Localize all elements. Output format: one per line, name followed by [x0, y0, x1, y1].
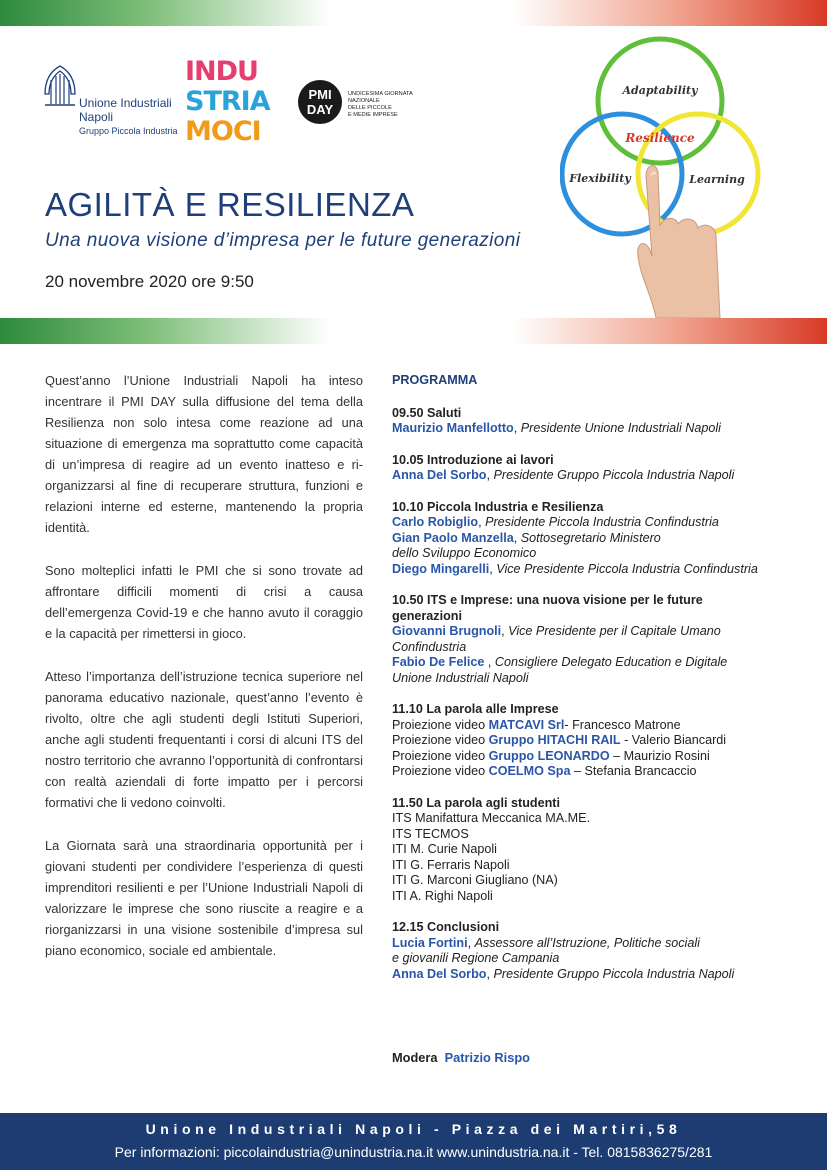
moderator-label: Modera: [392, 1050, 438, 1065]
uin-emblem-icon: [39, 64, 81, 108]
company-speaker: – Maurizio Rosini: [609, 748, 710, 763]
speaker-name: Gian Paolo Manzella: [392, 530, 514, 545]
pmi-badge-line1: PMI: [308, 87, 332, 102]
speaker-role: Presidente Gruppo Piccola Industria Napoli: [493, 966, 735, 981]
diagram-label-resilience: Resilience: [625, 131, 695, 145]
session-title-cont: generazioni: [392, 608, 462, 623]
session-its-imprese: 10.50 ITS e Imprese: una nuova visione per le future generazioni Giovanni Brugnoli, Vice Presidente per il Capitale Umano Confindustria Fabio De Felice , Consigliere Delegato Education e Digitale Unione Industriali Napoli: [392, 593, 812, 686]
company-speaker: – Stefania Brancaccio: [570, 764, 697, 778]
session-title: 10.10 Piccola Industria e Resilienza: [392, 499, 604, 514]
speaker-role: Presidente Piccola Industria Confindustria: [485, 515, 719, 529]
logo-industriamoci: [185, 57, 275, 157]
pmi-caption3: DELLE PICCOLE: [348, 105, 392, 111]
speaker-role: Vice Presidente Piccola Industria Confindustria: [496, 561, 758, 576]
footer: [0, 1113, 827, 1170]
speaker-name: Diego Mingarelli: [392, 561, 490, 576]
school-item: ITI M. Curie Napoli: [392, 842, 497, 856]
company-name: Gruppo LEONARDO: [488, 748, 610, 763]
industriamoci-row1: INDU: [185, 56, 258, 87]
video-prefix: Proiezione video: [392, 733, 486, 747]
speaker-name: Carlo Robiglio: [392, 515, 479, 529]
speaker-role: Unione Industriali Napoli: [392, 670, 529, 685]
speaker-role: e giovanili Regione Campania: [392, 951, 560, 965]
uin-line2: Napoli: [79, 110, 114, 124]
video-prefix: Proiezione video: [392, 717, 486, 732]
footer-contacts: Per informazioni: piccolaindustria@unindustria.na.it www.unindustria.na.it - Tel. 0815836275/281: [114, 1144, 713, 1160]
session-conclusioni: 12.15 Conclusioni Lucia Fortini, Assessore all’Istruzione, Politiche sociali e giovanili Regione Campania Anna Del Sorbo, Presidente Gruppo Piccola Industria Napoli: [392, 920, 812, 982]
session-imprese: [392, 702, 812, 780]
page-subtitle: Una nuova visione d’impresa per le future generazioni: [45, 230, 521, 251]
school-item: ITI A. Righi Napoli: [392, 888, 493, 903]
video-prefix: Proiezione video: [392, 748, 486, 763]
footer-address: Unione Industriali Napoli - Piazza dei Martiri,58: [145, 1121, 682, 1137]
pmi-day-badge: [298, 80, 342, 124]
session-title: 10.50 ITS e Imprese: una nuova visione per le future: [392, 593, 703, 607]
intro-paragraph: Quest’anno l’Unione Industriali Napoli ha inteso incentrare il PMI DAY sulla diffusione del tema della Resilienza non solo intesa come reazione ad una situazione di emergenza ma soprattutto come capacità di un’impresa di reagire ad un evento inatteso e ri-organizzarsi al fine di recuperare struttura, funzioni e relazioni interne ed esterne, mantenendo la propria identità.: [45, 373, 363, 535]
speaker-name: Anna Del Sorbo: [392, 966, 487, 981]
speaker-role: Sottosegretario Ministero: [520, 530, 661, 545]
company-name: COELMO Spa: [488, 764, 571, 778]
speaker-name: Giovanni Brugnoli: [392, 624, 502, 638]
diagram-label-flexibility: Flexibility: [569, 172, 631, 185]
video-prefix: Proiezione video: [392, 764, 486, 778]
event-date: 20 novembre 2020 ore 9:50: [45, 272, 254, 291]
pmi-caption1: UNDICESIMA GIORNATA: [348, 91, 413, 97]
company-name: MATCAVI Srl: [488, 717, 565, 732]
diagram-label-learning: Learning: [689, 173, 745, 186]
speaker-role: Presidente Unione Industriali Napoli: [520, 421, 721, 435]
logo-unione-industriali: [37, 64, 187, 144]
speaker-role: Assessore all’Istruzione, Politiche sociali: [474, 935, 700, 950]
pmi-caption4: E MEDIE IMPRESE: [348, 112, 398, 118]
speaker-name: Maurizio Manfellotto: [392, 421, 514, 435]
speaker-name: Anna Del Sorbo: [392, 468, 487, 482]
school-item: ITS TECMOS: [392, 826, 469, 841]
logo-pmi-day: [298, 80, 438, 130]
moderator-name: Patrizio Rispo: [444, 1050, 530, 1065]
speaker-role: Vice Presidente per il Capitale Umano: [508, 624, 721, 638]
session-introduzione: 10.05 Introduzione ai lavori Anna Del Sorbo, Presidente Gruppo Piccola Industria Napoli: [392, 453, 812, 484]
uin-line3: Gruppo Piccola Industria: [79, 126, 178, 136]
session-title: 10.05 Introduzione ai lavori: [392, 452, 554, 467]
speaker-name: Lucia Fortini: [392, 935, 468, 950]
page-title: AGILITÀ E RESILIENZA: [45, 186, 415, 223]
session-saluti: 09.50 Saluti Maurizio Manfellotto, Presidente Unione Industriali Napoli: [392, 406, 812, 437]
tricolor-band-top: [0, 0, 827, 26]
programma-heading: PROGRAMMA: [392, 373, 478, 387]
speaker-name: Fabio De Felice: [392, 655, 485, 669]
session-title: 09.50 Saluti: [392, 405, 462, 420]
session-resilienza: 10.10 Piccola Industria e Resilienza Carlo Robiglio, Presidente Piccola Industria Confindustria Gian Paolo Manzella, Sottosegretario Ministero dello Sviluppo Economico Diego Mingarelli, Vice Presidente Piccola Industria Confindustria: [392, 500, 812, 578]
session-title: 12.15 Conclusioni: [392, 920, 500, 934]
company-name: Gruppo HITACHI RAIL: [488, 733, 621, 747]
school-item: ITS Manifattura Meccanica MA.ME.: [392, 811, 591, 825]
diagram-label-adaptability: Adaptability: [622, 84, 698, 97]
company-speaker: - Francesco Matrone: [564, 717, 681, 732]
uin-line1: Unione Industriali: [79, 96, 172, 110]
session-studenti: [392, 796, 812, 905]
industriamoci-row2: STRIA: [185, 86, 270, 117]
school-item: ITI G. Ferraris Napoli: [392, 857, 510, 872]
pmi-badge-line2: DAY: [306, 102, 334, 117]
school-item: ITI G. Marconi Giugliano (NA): [392, 873, 558, 887]
session-title: 11.50 La parola agli studenti: [392, 795, 560, 810]
moderator: [392, 1050, 530, 1065]
industriamoci-row3: MOCI: [185, 116, 261, 147]
company-speaker: - Valerio Biancardi: [620, 733, 727, 747]
speaker-role: Presidente Gruppo Piccola Industria Napoli: [493, 468, 735, 482]
intro-text: [45, 370, 363, 983]
intro-paragraph: Atteso l’importanza dell’istruzione tecnica superiore nel panorama educativo nazionale, quest’anno l’evento è rivolto, oltre che agli studenti degli Istituti Superiori, anche agli studenti frequentanti i corsi di alcuni ITS del nostro territorio che avranno l’opportunità di confrontarsi con realtà aziendali di forte impatto per i percorsi formativi che li vedono coinvolti.: [45, 669, 363, 810]
pmi-caption2: NAZIONALE: [348, 98, 380, 104]
speaker-role: Consigliere Delegato Education e Digitale: [494, 655, 728, 669]
programma: [392, 373, 812, 998]
intro-paragraph: Sono molteplici infatti le PMI che si sono trovate ad affrontare difficili momenti di crisi a causa dell’emergenza Covid-19 e che hanno avuto il coraggio e la capacità per rimettersi in gioco.: [45, 563, 363, 641]
intro-paragraph: La Giornata sarà una straordinaria opportunità per i giovani studenti per condividere l’esperienza di questi imprenditori resilienti e per l’Unione Industriali Napoli di valorizzare le imprese che sono riuscite a reagire e a riorganizzarsi in una visione sostenibile d’impresa sul piano economico, sociale ed ambientale.: [45, 838, 363, 958]
tricolor-band-middle: [0, 318, 827, 344]
speaker-role: Confindustria: [392, 639, 467, 654]
session-title: 11.10 La parola alle Imprese: [392, 702, 559, 716]
resilience-diagram: [560, 26, 817, 318]
speaker-role: dello Sviluppo Economico: [392, 546, 537, 560]
